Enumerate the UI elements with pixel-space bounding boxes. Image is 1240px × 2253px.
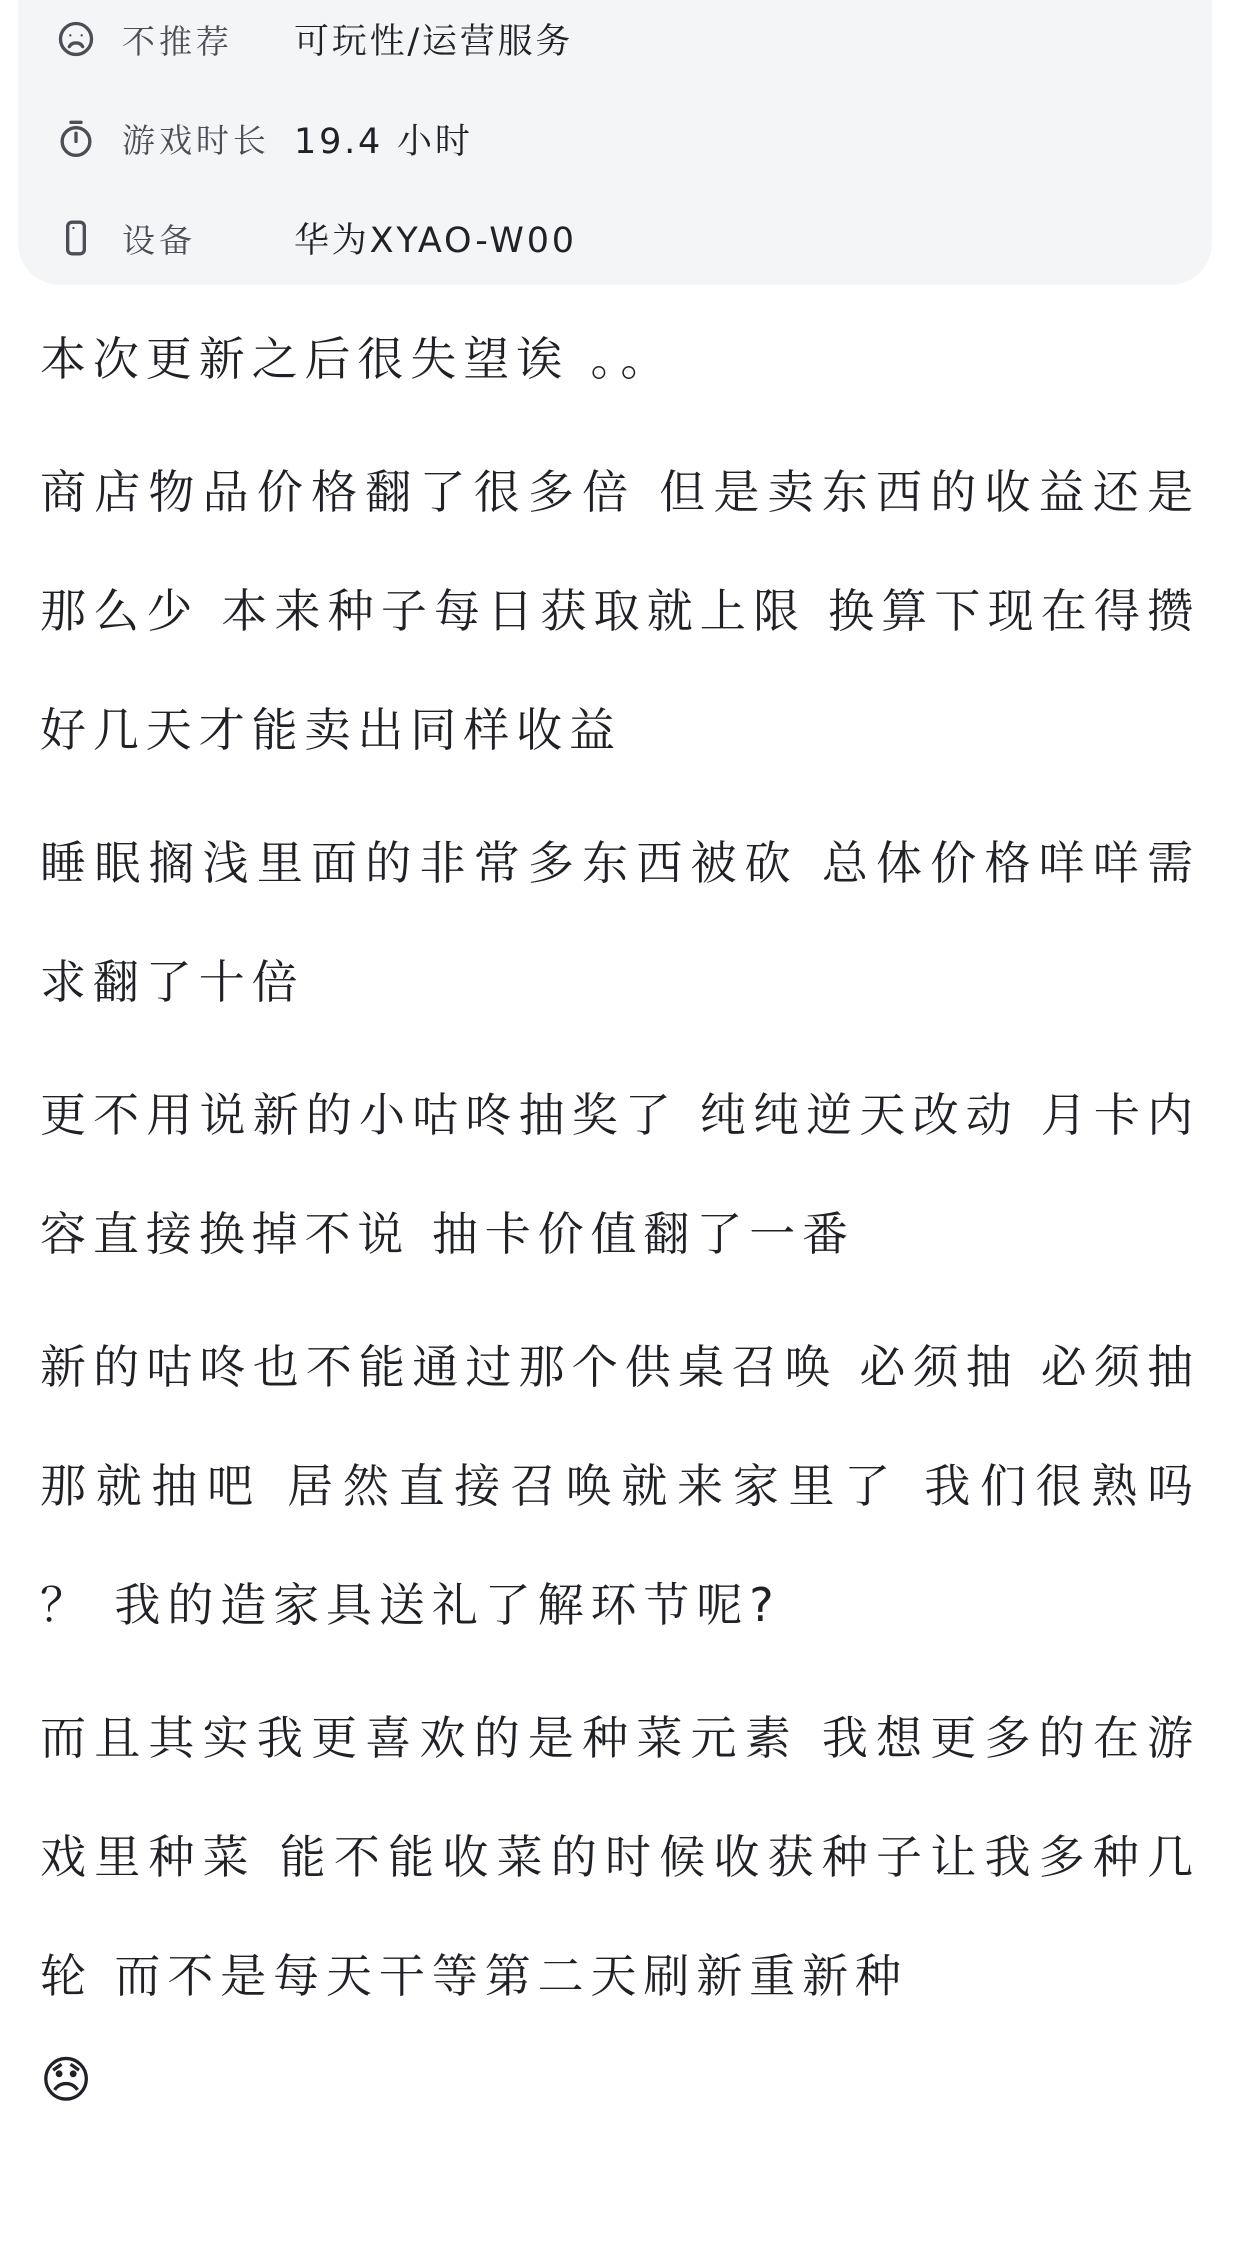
meta-row-playtime xyxy=(54,110,1176,168)
meta-row-rating xyxy=(54,10,1176,68)
phone-icon xyxy=(54,216,98,260)
review-paragraph: 而且其实我更喜欢的是种菜元素 我想更多的在游戏里种菜 能不能收菜的时候收获种子让我多种几轮 而不是每天干等第二天刷新重新种 xyxy=(40,1711,1200,2003)
rating-label: 不推荐 xyxy=(122,21,233,61)
review-paragraph: 睡眠搁浅里面的非常多东西被砍 总体价格咩咩需求翻了十倍 xyxy=(40,836,1200,1009)
playtime-label: 游戏时长 xyxy=(122,121,270,160)
review-paragraph: 商店物品价格翻了很多倍 但是卖东西的收益还是那么少 本来种子每日获取就上限 换算下现在得攒好几天才能卖出同样收益 xyxy=(40,465,1200,757)
device-label: 设备 xyxy=(122,220,196,260)
review-paragraph: 本次更新之后很失望诶 。。 xyxy=(40,332,674,386)
rating-reasons: 可玩性/运营服务 xyxy=(294,22,574,62)
sad-face-icon xyxy=(54,17,98,61)
review-meta-card xyxy=(18,0,1212,285)
review-text xyxy=(40,300,1200,2110)
review-paragraph: 新的咕咚也不能通过那个供桌召唤 必须抽 必须抽那就抽吧 居然直接召唤就来家里了 我们很熟吗 ？ 我的造家具送礼了解环节呢? xyxy=(40,1340,1200,1632)
review-paragraph: 更不用说新的小咕咚抽奖了 纯纯逆天改动 月卡内容直接换掉不说 抽卡价值翻了一番 xyxy=(40,1088,1200,1261)
meta-row-device xyxy=(54,209,1176,267)
stopwatch-icon xyxy=(54,117,98,161)
disappointed-emoji: 😞 xyxy=(40,2051,93,2109)
playtime-value: 19.4 小时 xyxy=(294,121,473,162)
device-value: 华为XYAO-W00 xyxy=(294,221,577,261)
